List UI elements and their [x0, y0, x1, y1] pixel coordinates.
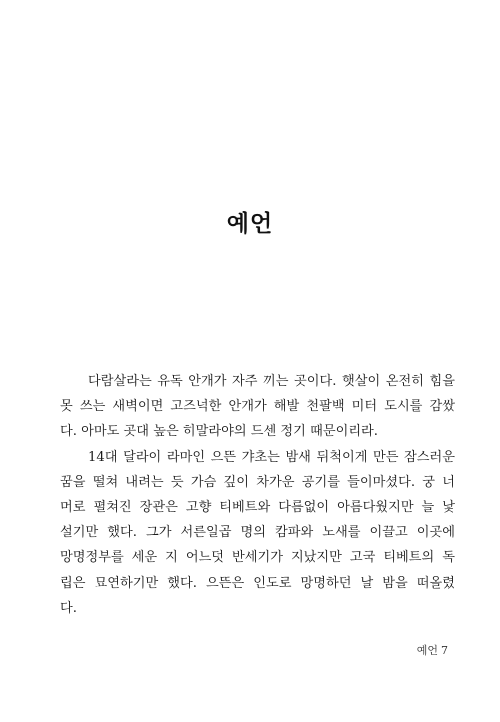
text-line: 립은 묘연하기만 했다. 으뜬은 인도로 망명하던 날 밤을 떠올렸: [60, 575, 455, 591]
body-text: [60, 369, 455, 621]
page-number: 7: [441, 644, 448, 657]
text-line: 14대 달라이 라마인 으뜬 갸초는 밤새 뒤척이게 만든 잠스러운: [88, 449, 455, 465]
text-line: 못 쓰는 새벽이면 고즈넉한 안개가 해발 천팔백 미터 도시를 감쌌: [60, 399, 455, 415]
text-line: 설기만 했다. 그가 서른일곱 명의 캄파와 노새를 이끌고 이곳에: [60, 525, 455, 541]
text-line: 다. 아마도 곳대 높은 히말라야의 드센 정기 때문이리라.: [60, 424, 378, 440]
text-line: 다람살라는 유독 안개가 자주 끼는 곳이다. 햇살이 온전히 힘을: [88, 374, 455, 389]
paragraph-1: [60, 369, 455, 445]
text-line: 다.: [60, 600, 77, 616]
running-header-section: 예언: [416, 644, 438, 657]
page-footer: [417, 642, 448, 658]
text-line: 꿈을 떨쳐 내려는 듯 가슴 깊이 차가운 공기를 들이마셨다. 궁 너: [60, 474, 455, 490]
text-line: 머로 펼쳐진 장관은 고향 티베트와 다름없이 아름다웠지만 늘 낯: [60, 500, 455, 516]
text-line: 망명정부를 세운 지 어느덧 반세기가 지났지만 고국 티베트의 독: [60, 550, 455, 566]
paragraph-2: [60, 445, 455, 621]
chapter-title: 예언: [226, 211, 274, 237]
